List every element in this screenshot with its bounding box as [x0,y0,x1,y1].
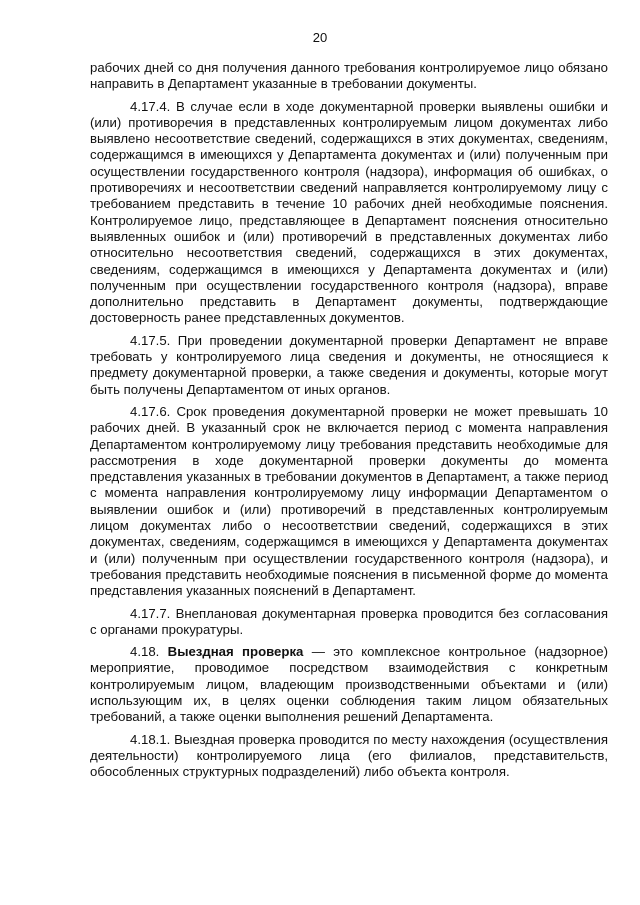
page-number: 20 [312,30,328,45]
paragraph-continuation: рабочих дней со дня получения данного требования контролируемое лицо обязано направить в Департамент указанные в требовании документы. [90,60,608,92]
paragraph-4-17-4: 4.17.4. В случае если в ходе документарной проверки выявлены ошибки и (или) противоречия в представленных контролируемым лицом документах либо выявлено несоответствие сведений, содержащихся в этих документах, сведениям, содержащимся в имеющихся у Департамента документах и (или) полученным при осуществлении государственного контроля (надзора), информация об ошибках, о противоречиях и несоответствии сведений направляется контролируемому лицу с требованием представить в течение 10 рабочих дней необходимые пояснения. Контролируемое лицо, представляющее в Департамент пояснения относительно выявленных ошибок и (или) противоречий в представленных документах либо относительно несоответствия сведений, содержащихся в этих документах, сведениям, содержащимся в имеющихся у Департамента документах и (или) полученным при осуществлении государственного контроля (надзора), вправе дополнительно представить в Департамент документы, подтверждающие достоверность ранее представленных документов. [90,98,608,326]
paragraph-4-18 [90,644,608,725]
paragraph-4-17-5: 4.17.5. При проведении документарной проверки Департамент не вправе требовать у контролируемого лица сведения и документы, не относящиеся к предмету документарной проверки, а также сведения и документы, которые могут быть получены Департаментом от иных органов. [90,332,608,397]
paragraph-4-18-1: 4.18.1. Выездная проверка проводится по месту нахождения (осуществления деятельности) контролируемого лица (его филиалов, представительств, обособленных структурных подразделений) либо объекта контроля. [90,731,608,780]
term-on-site-inspection: Выездная проверка [167,644,304,660]
paragraph-4-17-6: 4.17.6. Срок проведения документарной проверки не может превышать 10 рабочих дней. В указанный срок не включается период с момента направления Департаментом контролируемому лицу требования представить необходимые для рассмотрения в ходе документарной проверки документы до момента представления указанных в требовании документов в Департамент, а также период с момента направления контролируемому лицу информации Департаментом о выявлении ошибок и (или) противоречий в представленных контролируемым лицом документах либо о несоответствии сведений, содержащихся в этих документах, сведениям, содержащимся в имеющихся у Департамента документах и (или) полученным при осуществлении государственного контроля (надзора), и требования представить необходимые пояснения в письменной форме до момента представления указанных пояснений в Департамент. [90,403,608,599]
paragraph-4-17-7: 4.17.7. Внеплановая документарная проверка проводится без согласования с органами прокуратуры. [90,605,608,637]
paragraph-4-18-number: 4.18. [130,644,168,660]
document-body [90,60,608,780]
paragraph-4-18-definition: — это комплексное контрольное (надзорное) мероприятие, проводимое посредством взаимодействия с конкретным контролируемым лицом, владеющим производственными объектами и (или) использующим их, в целях оценки соблюдения таким лицом обязательных требований, а также оценки выполнения решений Департамента. [90,644,608,725]
